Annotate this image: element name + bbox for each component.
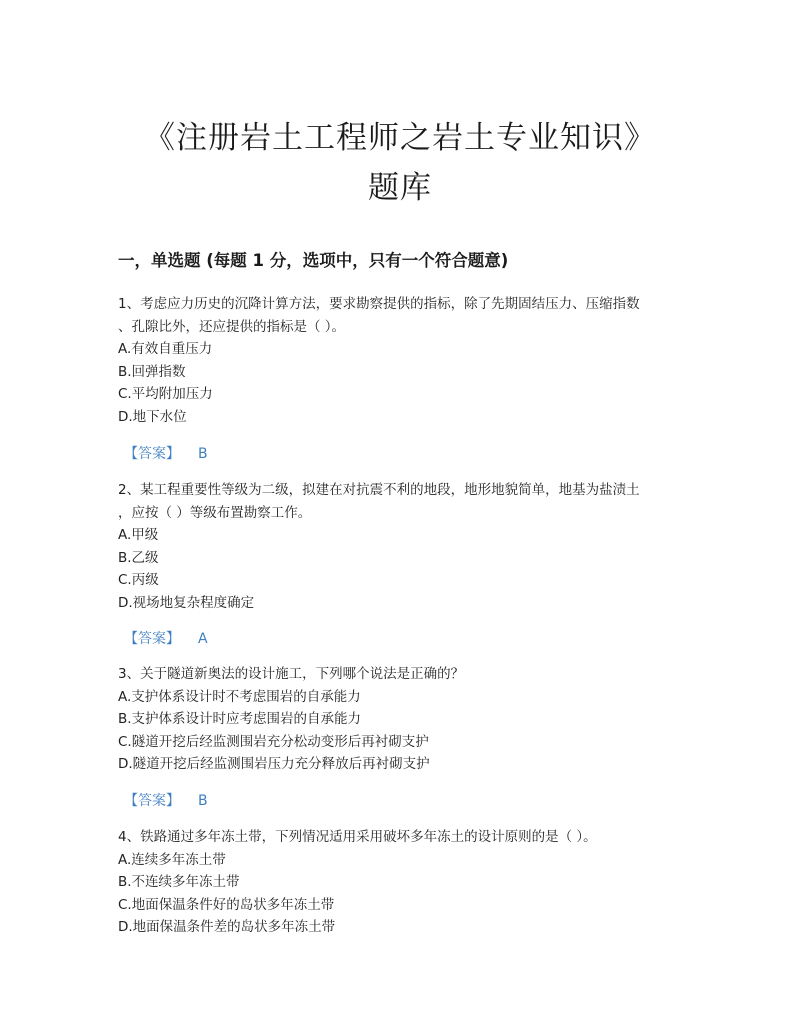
option-b: B.支护体系设计时应考虑围岩的自承能力	[118, 711, 362, 727]
question-stem: 2、某工程重要性等级为二级，拟建在对抗震不利的地段，地形地貌简单，地基为盐渍土	[118, 482, 640, 498]
answer-1	[124, 443, 208, 463]
option-c: C.地面保温条件好的岛状多年冻土带	[118, 896, 335, 913]
question-stem-continued: ，应按（ ）等级布置勘察工作。	[118, 504, 312, 521]
answer-2	[124, 628, 208, 648]
question-stem-continued: 、孔隙比外，还应提供的指标是（ ）。	[118, 318, 346, 335]
option-c: C.平均附加压力	[118, 386, 213, 402]
option-a: A.连续多年冻土带	[118, 851, 226, 868]
question-2	[118, 479, 698, 614]
option-d: D.地面保温条件差的岛状多年冻土带	[118, 919, 336, 935]
option-a: A.有效自重压力	[118, 341, 213, 357]
answer-label: 【答案】	[124, 631, 180, 647]
question-3	[118, 663, 698, 776]
question-1	[118, 293, 698, 428]
question-stem: 1、考虑应力历史的沉降计算方法，要求勘察提供的指标，除了先期固结压力、压缩指数	[118, 296, 640, 312]
question-stem: 4、铁路通过多年冻土带，下列情况适用采用破坏多年冻土的设计原则的是（ ）。	[118, 829, 597, 845]
option-d: D.隧道开挖后经监测围岩压力充分释放后再衬砌支护	[118, 756, 430, 772]
section-heading: 一，单选题 (每题 1 分，选项中，只有一个符合题意)	[118, 251, 509, 270]
document-title-line1: 《注册岩土工程师之岩土专业知识》	[144, 120, 656, 156]
answer-value: B	[198, 793, 208, 809]
answer-label: 【答案】	[124, 446, 180, 462]
answer-value: B	[198, 446, 208, 462]
option-b: B.回弹指数	[118, 363, 186, 380]
document-title-line2: 题库	[368, 170, 432, 206]
option-d: D.视场地复杂程度确定	[118, 594, 255, 611]
option-a: A.支护体系设计时不考虑围岩的自承能力	[118, 688, 361, 705]
option-b: B.乙级	[118, 549, 159, 566]
answer-value: A	[198, 631, 208, 647]
option-b: B.不连续多年冻土带	[118, 874, 240, 890]
option-a: A.甲级	[118, 527, 159, 543]
answer-label: 【答案】	[124, 793, 180, 809]
question-4	[118, 826, 698, 939]
option-c: C.隧道开挖后经监测围岩充分松动变形后再衬砌支护	[118, 733, 429, 750]
option-d: D.地下水位	[118, 408, 187, 425]
answer-3	[124, 790, 208, 810]
option-c: C.丙级	[118, 572, 159, 588]
question-stem: 3、关于隧道新奥法的设计施工，下列哪个说法是正确的？	[118, 666, 465, 682]
